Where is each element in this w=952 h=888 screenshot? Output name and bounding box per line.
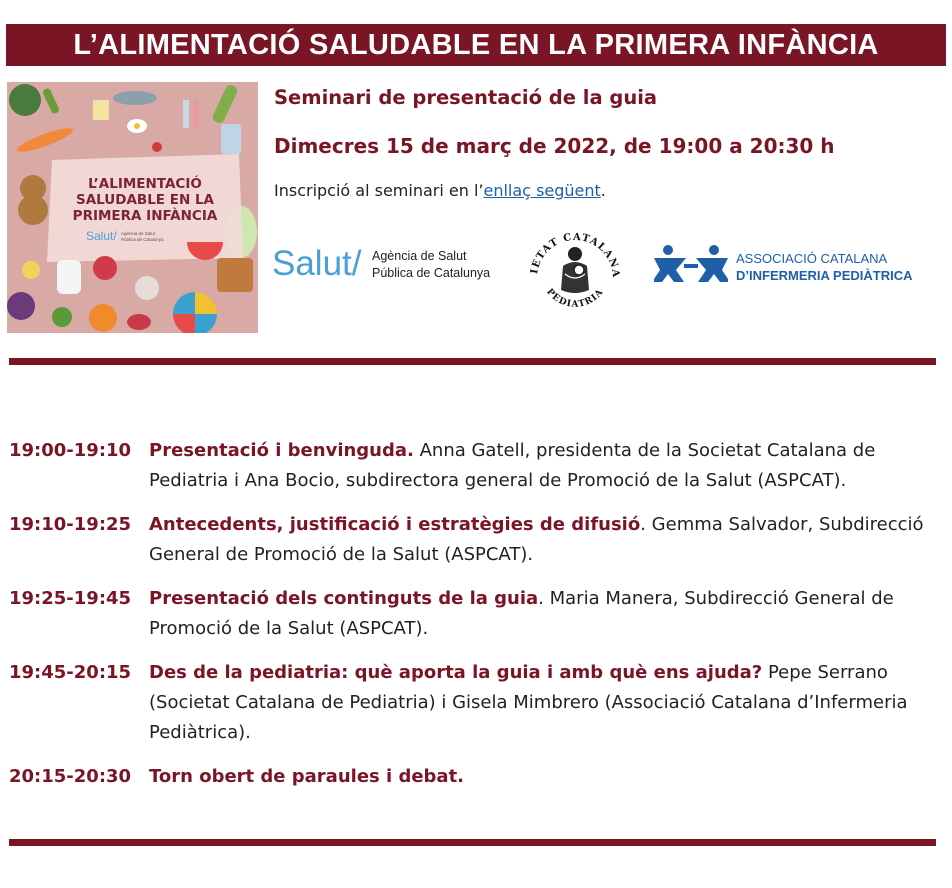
- seminar-subtitle: Seminari de presentació de la guia: [274, 86, 658, 109]
- agenda-topic: Torn obert de paraules i debat.: [149, 766, 465, 787]
- eggplant-icon: [7, 292, 35, 320]
- divider-top: [9, 358, 936, 365]
- agenda-time: 19:00-19:10: [9, 440, 132, 461]
- agenda-speakers: . Maria Manera, Subdirecció General de Promoció de la Salut (ASPCAT).: [149, 588, 894, 639]
- seminar-date: Dimecres 15 de març de 2022, de 19:00 a 20:30 h: [274, 134, 835, 158]
- onion-icon: [135, 276, 159, 300]
- agenda-time: 19:45-20:15: [9, 662, 132, 683]
- acip-logo: [654, 244, 934, 284]
- agenda-topic: Antecedents, justificació i estratègies de difusió: [149, 514, 641, 535]
- acip-logo-line1: ASSOCIACIÓ CATALANA: [736, 251, 888, 266]
- inscription-text: Inscripció al seminari en l’: [274, 181, 484, 200]
- divider-bottom: [9, 839, 936, 846]
- agenda-item: [9, 584, 939, 644]
- agenda-topic: Des de la pediatria: què aporta la guia i amb què ens ajuda?: [149, 662, 763, 683]
- agenda-list: [9, 436, 939, 806]
- agenda-time: 20:15-20:30: [9, 766, 132, 787]
- glass-icon: [221, 124, 241, 154]
- acip-logo-line2: D’INFERMERIA PEDIÀTRICA: [736, 268, 913, 283]
- svg-text:Salut/: Salut/: [86, 229, 117, 243]
- svg-text:L’ALIMENTACIÓ: L’ALIMENTACIÓ: [88, 176, 202, 192]
- cover-illustration: [7, 82, 258, 333]
- guide-cover-image: [7, 82, 258, 333]
- salut-logo-line1: Agència de Salut: [372, 249, 467, 263]
- acip-logo-text: [736, 250, 912, 284]
- bread-icon: [217, 258, 253, 292]
- scp-seal-logo: [523, 220, 627, 320]
- agenda-item: [9, 762, 939, 792]
- agenda-speakers: Anna Gatell, presidenta de la Societat Catalana de Pediatria i Ana Bocio, subdirectora general de Promoció de la Salut (ASPCAT).: [149, 440, 876, 491]
- fish-icon: [113, 91, 157, 105]
- agenda-topic: Presentació dels continguts de la guia: [149, 588, 539, 609]
- agenda-topic: Presentació i benvinguda.: [149, 440, 414, 461]
- agenda-description: [149, 436, 939, 496]
- page-banner: [6, 24, 946, 66]
- agenda-description: [149, 510, 939, 570]
- agenda-time: 19:10-19:25: [9, 514, 132, 535]
- agenda-description: [149, 584, 939, 644]
- agenda-time: 19:25-19:45: [9, 588, 132, 609]
- orange-icon: [89, 304, 117, 332]
- banner-title: L’ALIMENTACIÓ SALUDABLE EN LA PRIMERA INFÀNCIA: [73, 29, 879, 61]
- svg-text:PRIMERA INFÀNCIA: PRIMERA INFÀNCIA: [72, 208, 218, 224]
- scp-seal-bottom-text: PEDIATRIA: [544, 287, 606, 310]
- inscription-tail: .: [600, 181, 606, 200]
- agenda-description: [149, 658, 939, 748]
- salut-logo-text: [372, 248, 490, 282]
- agenda-description: [149, 762, 939, 792]
- inscription-link[interactable]: enllaç següent: [483, 181, 601, 200]
- svg-text:Agència de Salut: Agència de Salut: [121, 231, 156, 236]
- scp-seal-top-text: IETAT CATALANA: [529, 231, 622, 279]
- agenda-item: [9, 436, 939, 496]
- salut-logo-line2: Pública de Catalunya: [372, 266, 491, 280]
- acip-figures-icon: [654, 244, 728, 284]
- salut-logo-mark: Salut/: [272, 244, 362, 283]
- svg-text:SALUDABLE EN LA: SALUDABLE EN LA: [76, 192, 214, 208]
- cabbage-icon: [9, 84, 41, 116]
- svg-text:Pública de Catalunya: Pública de Catalunya: [121, 237, 164, 242]
- inscription-line: [274, 181, 606, 200]
- berry-icon: [93, 256, 117, 280]
- mother-child-icon: [561, 247, 589, 293]
- agenda-item: [9, 510, 939, 570]
- salut-logo: [272, 240, 517, 292]
- yogurt-icon: [57, 260, 81, 294]
- cheese-icon: [93, 100, 109, 120]
- agenda-speakers: Pepe Serrano (Societat Catalana de Pediatria) i Gisela Mimbrero (Associació Catalana d’Infermeria Pediàtrica).: [149, 662, 908, 743]
- agenda-item: [9, 658, 939, 748]
- agenda-speakers: . Gemma Salvador, Subdirecció General de Promoció de la Salut (ASPCAT).: [149, 514, 924, 565]
